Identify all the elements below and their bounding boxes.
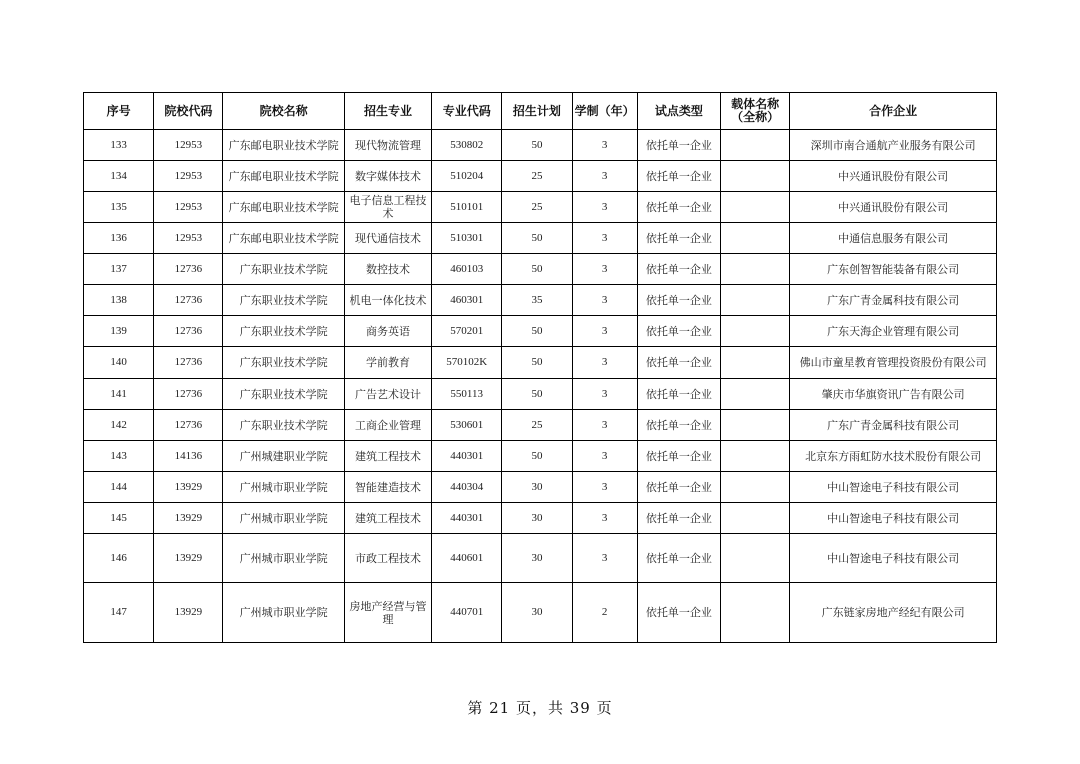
header-seq: 序号 — [84, 93, 154, 130]
cell-school-name: 广东职业技术学院 — [223, 316, 344, 347]
cell-years: 3 — [572, 316, 637, 347]
cell-major: 建筑工程技术 — [344, 503, 431, 534]
cell-years: 3 — [572, 347, 637, 379]
cell-pilot-type: 依托单一企业 — [637, 410, 720, 441]
cell-major: 现代物流管理 — [344, 130, 431, 161]
cell-partner: 广东广青金属科技有限公司 — [790, 410, 997, 441]
cell-school-code: 12953 — [154, 192, 223, 223]
table-row — [84, 379, 997, 410]
cell-major-code: 530802 — [432, 130, 502, 161]
cell-plan: 30 — [502, 534, 572, 583]
cell-school-name: 广东职业技术学院 — [223, 379, 344, 410]
cell-pilot-type: 依托单一企业 — [637, 583, 720, 643]
cell-major: 机电一体化技术 — [344, 285, 431, 316]
table-row — [84, 410, 997, 441]
cell-major-code: 440301 — [432, 503, 502, 534]
cell-partner: 中通信息服务有限公司 — [790, 223, 997, 254]
cell-partner: 中山智途电子科技有限公司 — [790, 503, 997, 534]
cell-major-code: 440304 — [432, 472, 502, 503]
cell-partner: 广东创智智能装备有限公司 — [790, 254, 997, 285]
cell-plan: 50 — [502, 347, 572, 379]
cell-pilot-type: 依托单一企业 — [637, 223, 720, 254]
cell-school-name: 广东职业技术学院 — [223, 347, 344, 379]
cell-seq: 145 — [84, 503, 154, 534]
header-school-name: 院校名称 — [223, 93, 344, 130]
cell-plan: 30 — [502, 583, 572, 643]
cell-major: 广告艺术设计 — [344, 379, 431, 410]
cell-carrier-name — [721, 223, 790, 254]
cell-carrier-name — [721, 316, 790, 347]
cell-years: 3 — [572, 161, 637, 192]
cell-pilot-type: 依托单一企业 — [637, 130, 720, 161]
cell-major-code: 440301 — [432, 441, 502, 472]
table-header-row — [84, 93, 997, 130]
cell-years: 2 — [572, 583, 637, 643]
cell-school-code: 12736 — [154, 316, 223, 347]
cell-major: 商务英语 — [344, 316, 431, 347]
cell-carrier-name — [721, 503, 790, 534]
table-row — [84, 316, 997, 347]
header-major: 招生专业 — [344, 93, 431, 130]
cell-partner: 北京东方雨虹防水技术股份有限公司 — [790, 441, 997, 472]
cell-years: 3 — [572, 192, 637, 223]
page-number: 第 21 页，共 39 页 — [467, 699, 613, 717]
cell-years: 3 — [572, 223, 637, 254]
cell-major-code: 570102K — [432, 347, 502, 379]
cell-pilot-type: 依托单一企业 — [637, 379, 720, 410]
cell-major-code: 440701 — [432, 583, 502, 643]
cell-partner: 中兴通讯股份有限公司 — [790, 192, 997, 223]
cell-major: 市政工程技术 — [344, 534, 431, 583]
table-row — [84, 130, 997, 161]
header-plan: 招生计划 — [502, 93, 572, 130]
cell-partner: 中山智途电子科技有限公司 — [790, 472, 997, 503]
header-major-code: 专业代码 — [432, 93, 502, 130]
cell-major-code: 570201 — [432, 316, 502, 347]
cell-plan: 25 — [502, 161, 572, 192]
cell-years: 3 — [572, 379, 637, 410]
cell-plan: 30 — [502, 503, 572, 534]
cell-school-code: 12736 — [154, 285, 223, 316]
table-row — [84, 534, 997, 583]
table-row — [84, 254, 997, 285]
cell-plan: 35 — [502, 285, 572, 316]
cell-seq: 142 — [84, 410, 154, 441]
cell-seq: 134 — [84, 161, 154, 192]
cell-plan: 50 — [502, 130, 572, 161]
cell-seq: 146 — [84, 534, 154, 583]
cell-years: 3 — [572, 410, 637, 441]
cell-partner: 广东链家房地产经纪有限公司 — [790, 583, 997, 643]
cell-seq: 139 — [84, 316, 154, 347]
cell-major: 数控技术 — [344, 254, 431, 285]
cell-major-code: 510301 — [432, 223, 502, 254]
cell-school-code: 13929 — [154, 503, 223, 534]
cell-pilot-type: 依托单一企业 — [637, 441, 720, 472]
header-carrier-name: 载体名称 （全称） — [721, 93, 790, 130]
cell-seq: 144 — [84, 472, 154, 503]
cell-school-name: 广州城市职业学院 — [223, 534, 344, 583]
cell-carrier-name — [721, 130, 790, 161]
cell-carrier-name — [721, 347, 790, 379]
cell-carrier-name — [721, 161, 790, 192]
cell-major: 建筑工程技术 — [344, 441, 431, 472]
cell-partner: 广东广青金属科技有限公司 — [790, 285, 997, 316]
cell-school-code: 12953 — [154, 161, 223, 192]
cell-major: 现代通信技术 — [344, 223, 431, 254]
cell-plan: 50 — [502, 379, 572, 410]
cell-major-code: 550113 — [432, 379, 502, 410]
enrollment-table — [83, 92, 997, 643]
cell-carrier-name — [721, 441, 790, 472]
cell-pilot-type: 依托单一企业 — [637, 347, 720, 379]
cell-partner: 中山智途电子科技有限公司 — [790, 534, 997, 583]
cell-major: 工商企业管理 — [344, 410, 431, 441]
table-row — [84, 223, 997, 254]
cell-years: 3 — [572, 534, 637, 583]
cell-years: 3 — [572, 285, 637, 316]
table-row — [84, 472, 997, 503]
cell-plan: 50 — [502, 316, 572, 347]
cell-seq: 143 — [84, 441, 154, 472]
table-row — [84, 583, 997, 643]
cell-plan: 30 — [502, 472, 572, 503]
cell-carrier-name — [721, 379, 790, 410]
cell-school-code: 13929 — [154, 583, 223, 643]
cell-plan: 50 — [502, 441, 572, 472]
header-pilot-type: 试点类型 — [637, 93, 720, 130]
cell-seq: 138 — [84, 285, 154, 316]
cell-carrier-name — [721, 192, 790, 223]
cell-school-code: 12736 — [154, 410, 223, 441]
cell-years: 3 — [572, 441, 637, 472]
cell-years: 3 — [572, 130, 637, 161]
cell-partner: 中兴通讯股份有限公司 — [790, 161, 997, 192]
cell-school-name: 广东邮电职业技术学院 — [223, 161, 344, 192]
cell-partner: 肇庆市华旗资讯广告有限公司 — [790, 379, 997, 410]
cell-school-code: 12953 — [154, 130, 223, 161]
cell-school-code: 12736 — [154, 347, 223, 379]
cell-pilot-type: 依托单一企业 — [637, 472, 720, 503]
cell-years: 3 — [572, 503, 637, 534]
cell-school-name: 广州城市职业学院 — [223, 583, 344, 643]
cell-school-code: 12736 — [154, 254, 223, 285]
cell-plan: 25 — [502, 410, 572, 441]
cell-pilot-type: 依托单一企业 — [637, 316, 720, 347]
cell-major: 电子信息工程技术 — [344, 192, 431, 223]
cell-school-name: 广东职业技术学院 — [223, 254, 344, 285]
cell-carrier-name — [721, 583, 790, 643]
cell-pilot-type: 依托单一企业 — [637, 192, 720, 223]
cell-major-code: 510101 — [432, 192, 502, 223]
cell-major: 学前教育 — [344, 347, 431, 379]
cell-school-code: 13929 — [154, 472, 223, 503]
cell-pilot-type: 依托单一企业 — [637, 534, 720, 583]
cell-partner: 深圳市南合通航产业服务有限公司 — [790, 130, 997, 161]
cell-school-name: 广东职业技术学院 — [223, 410, 344, 441]
cell-school-code: 14136 — [154, 441, 223, 472]
cell-major-code: 460301 — [432, 285, 502, 316]
header-school-code: 院校代码 — [154, 93, 223, 130]
cell-school-name: 广州城市职业学院 — [223, 472, 344, 503]
cell-seq: 147 — [84, 583, 154, 643]
cell-years: 3 — [572, 472, 637, 503]
cell-seq: 137 — [84, 254, 154, 285]
table-row — [84, 192, 997, 223]
cell-school-code: 12953 — [154, 223, 223, 254]
cell-school-name: 广东职业技术学院 — [223, 285, 344, 316]
cell-seq: 133 — [84, 130, 154, 161]
cell-partner: 佛山市童星教育管理投资股份有限公司 — [790, 347, 997, 379]
cell-carrier-name — [721, 472, 790, 503]
cell-major-code: 460103 — [432, 254, 502, 285]
header-partner: 合作企业 — [790, 93, 997, 130]
cell-partner: 广东天海企业管理有限公司 — [790, 316, 997, 347]
cell-school-name: 广州城市职业学院 — [223, 503, 344, 534]
cell-pilot-type: 依托单一企业 — [637, 161, 720, 192]
cell-major-code: 530601 — [432, 410, 502, 441]
cell-school-name: 广州城建职业学院 — [223, 441, 344, 472]
cell-seq: 135 — [84, 192, 154, 223]
cell-years: 3 — [572, 254, 637, 285]
cell-school-name: 广东邮电职业技术学院 — [223, 192, 344, 223]
cell-school-name: 广东邮电职业技术学院 — [223, 223, 344, 254]
table-row — [84, 441, 997, 472]
cell-school-code: 13929 — [154, 534, 223, 583]
cell-carrier-name — [721, 254, 790, 285]
table-row — [84, 503, 997, 534]
cell-major-code: 510204 — [432, 161, 502, 192]
table-row — [84, 285, 997, 316]
cell-plan: 50 — [502, 223, 572, 254]
cell-plan: 25 — [502, 192, 572, 223]
cell-carrier-name — [721, 534, 790, 583]
cell-pilot-type: 依托单一企业 — [637, 254, 720, 285]
header-years: 学制（年） — [572, 93, 637, 130]
cell-major: 智能建造技术 — [344, 472, 431, 503]
cell-school-name: 广东邮电职业技术学院 — [223, 130, 344, 161]
cell-seq: 140 — [84, 347, 154, 379]
cell-pilot-type: 依托单一企业 — [637, 285, 720, 316]
table-body — [84, 130, 997, 643]
table-row — [84, 347, 997, 379]
cell-school-code: 12736 — [154, 379, 223, 410]
cell-major-code: 440601 — [432, 534, 502, 583]
cell-carrier-name — [721, 410, 790, 441]
table-row — [84, 161, 997, 192]
cell-carrier-name — [721, 285, 790, 316]
cell-pilot-type: 依托单一企业 — [637, 503, 720, 534]
cell-seq: 141 — [84, 379, 154, 410]
cell-major: 房地产经营与管理 — [344, 583, 431, 643]
cell-plan: 50 — [502, 254, 572, 285]
cell-major: 数字媒体技术 — [344, 161, 431, 192]
cell-seq: 136 — [84, 223, 154, 254]
